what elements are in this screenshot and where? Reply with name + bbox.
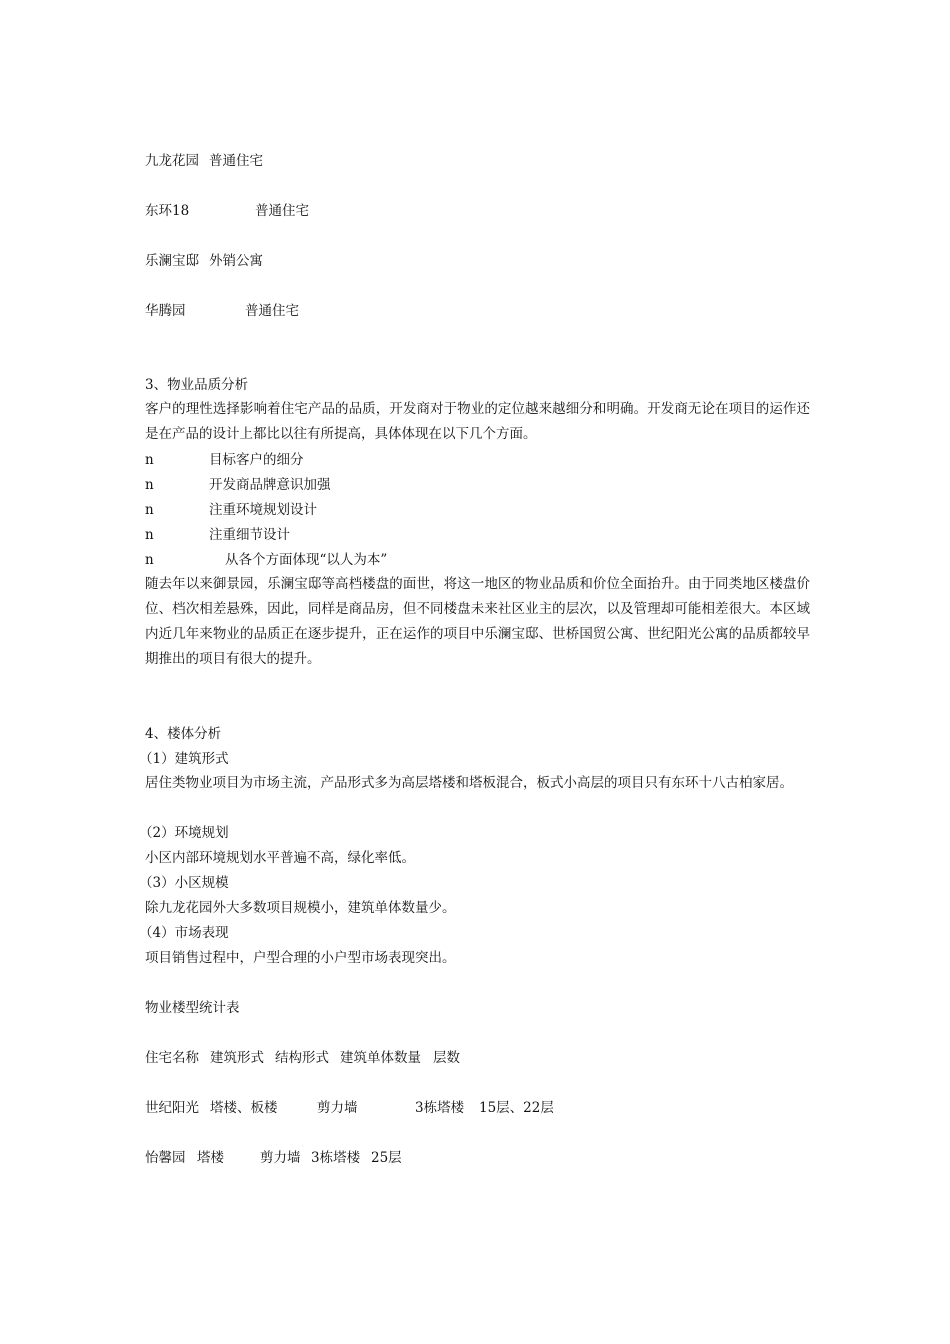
- bullet-text: 从各个方面体现“以人为本”: [225, 552, 388, 568]
- property-name: 华腾园: [145, 303, 186, 319]
- table-cell: 剪力墙: [260, 1150, 301, 1166]
- property-type: 普通住宅: [245, 303, 299, 319]
- property-row: [145, 251, 263, 271]
- bullet-marker: n: [145, 452, 154, 468]
- subsection-body: 居住类物业项目为市场主流，产品形式多为高层塔楼和塔板混合，板式小高层的项目只有东环十八古柏家居。: [145, 775, 793, 791]
- table-cell: 怡馨园: [145, 1150, 186, 1166]
- property-type: 普通住宅: [209, 153, 263, 169]
- property-row: [145, 201, 309, 221]
- table-cell: 3栋塔楼: [415, 1100, 465, 1116]
- bullet-text: 注重环境规划设计: [209, 502, 317, 518]
- property-name: 东环18: [145, 203, 190, 219]
- bullet-item: [145, 475, 331, 495]
- bullet-item: [145, 525, 290, 545]
- bullet-text: 开发商品牌意识加强: [209, 477, 331, 493]
- section-heading: 4、楼体分析: [145, 726, 222, 742]
- property-name: 九龙花园: [145, 153, 199, 169]
- table-cell: 3栋塔楼: [311, 1150, 361, 1166]
- bullet-item: [145, 550, 388, 570]
- subsection-title: （2）环境规划: [139, 825, 229, 841]
- section-heading: 3、物业品质分析: [145, 377, 249, 393]
- table-header-cell: 结构形式: [275, 1050, 329, 1066]
- table-header-cell: 建筑形式: [210, 1050, 264, 1066]
- table-cell: 塔楼、板楼: [210, 1100, 278, 1116]
- table-header-cell: 建筑单体数量: [340, 1050, 421, 1066]
- table-cell: 塔楼: [197, 1150, 224, 1166]
- bullet-marker: n: [145, 502, 154, 518]
- subsection-body: 小区内部环境规划水平普遍不高，绿化率低。: [145, 850, 415, 866]
- table-cell: 世纪阳光: [145, 1100, 199, 1116]
- property-type: 普通住宅: [255, 203, 309, 219]
- table-header-cell: 层数: [433, 1050, 460, 1066]
- property-type: 外销公寓: [209, 253, 263, 269]
- property-row: [145, 301, 299, 321]
- table-cell: 25层: [371, 1150, 402, 1166]
- property-name: 乐澜宝邸: [145, 253, 199, 269]
- bullet-item: [145, 500, 317, 520]
- section-conclusion: 随去年以来御景园，乐澜宝邸等高档楼盘的面世，将这一地区的物业品质和价位全面抬升。由于同类地区楼盘价位、档次相差悬殊，因此，同样是商品房，但不同楼盘未来社区业主的层次，以及管理却可能相差很大。本区域内近几年来物业的品质正在逐步提升，正在运作的项目中乐澜宝邸、世桥国贸公寓、世纪阳光公寓的品质都较早期推出的项目有很大的提升。: [145, 576, 810, 667]
- section-intro: 客户的理性选择影响着住宅产品的品质，开发商对于物业的定位越来越细分和明确。开发商无论在项目的运作还是在产品的设计上都比以往有所提高，具体体现在以下几个方面。: [145, 401, 810, 442]
- table-cell: 剪力墙: [317, 1100, 358, 1116]
- bullet-marker: n: [145, 477, 154, 493]
- subsection-title: （3）小区规模: [139, 875, 229, 891]
- bullet-marker: n: [145, 552, 154, 568]
- bullet-item: [145, 450, 304, 470]
- subsection-body: 除九龙花园外大多数项目规模小，建筑单体数量少。: [145, 900, 456, 916]
- subsection-title: （4）市场表现: [139, 925, 229, 941]
- subsection-title: （1）建筑形式: [139, 751, 229, 767]
- table-title: 物业楼型统计表: [145, 1000, 240, 1016]
- bullet-text: 目标客户的细分: [209, 452, 304, 468]
- subsection-body: 项目销售过程中，户型合理的小户型市场表现突出。: [145, 950, 456, 966]
- table-header-cell: 住宅名称: [145, 1050, 199, 1066]
- property-row: [145, 151, 263, 171]
- table-cell: 15层、22层: [479, 1100, 554, 1116]
- bullet-text: 注重细节设计: [209, 527, 290, 543]
- bullet-marker: n: [145, 527, 154, 543]
